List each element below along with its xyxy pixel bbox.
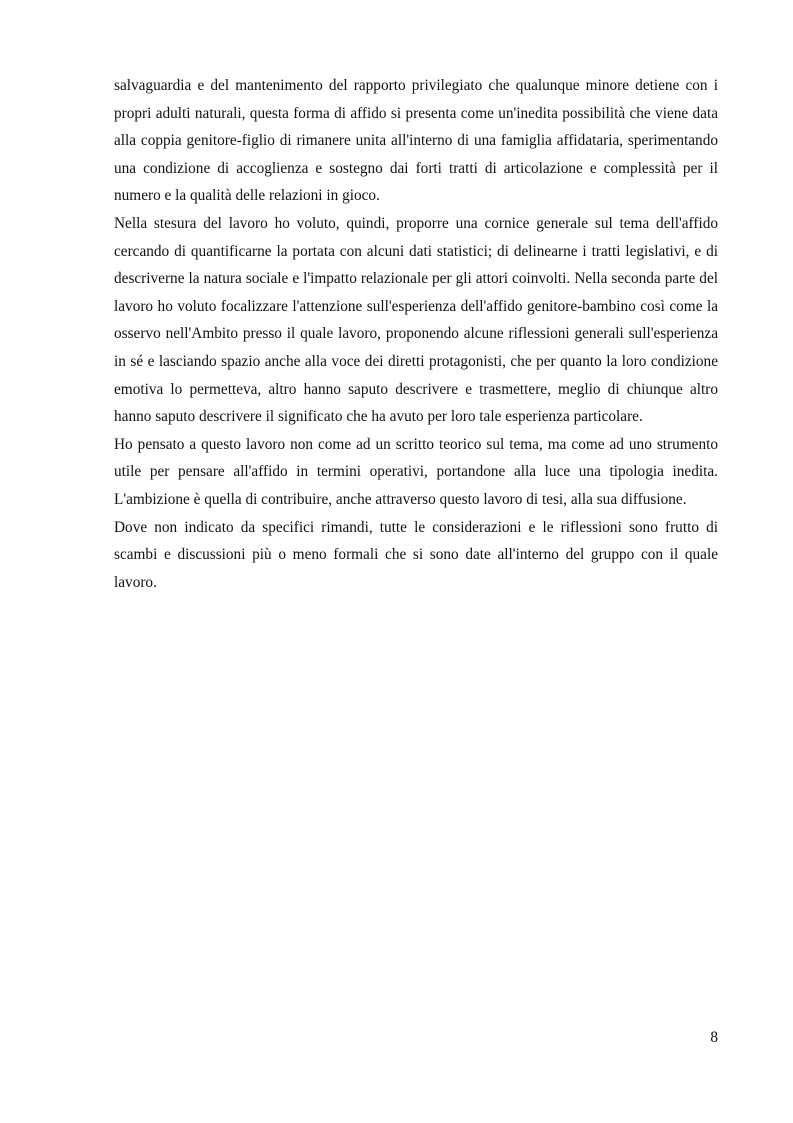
paragraph: salvaguardia e del mantenimento del rapporto privilegiato che qualunque minore detiene con i propri adulti naturali, questa forma di affido si presenta come un'inedita possibilità che viene data alla coppia genitore-figlio di rimanere unita all'interno di una famiglia affidataria, sperimentando una condizione di accoglienza e sostegno dai forti tratti di articolazione e complessità per il numero e la qualità delle relazioni in gioco. <box>114 77 718 205</box>
paragraph: Ho pensato a questo lavoro non come ad un scritto teorico sul tema, ma come ad uno strumento utile per pensare all'affido in termini operativi, portandone alla luce una tipologia inedita. L'ambizione è quella di contribuire, anche attraverso questo lavoro di tesi, alla sua diffusione. <box>114 435 718 508</box>
paragraph: Nella stesura del lavoro ho voluto, quindi, proporre una cornice generale sul tema dell'affido cercando di quantificarne la portata con alcuni dati statistici; di delinearne i tratti legislativi, e di descriverne la natura sociale e l'impatto relazionale per gli attori coinvolti. Nella seconda parte del lavoro ho voluto focalizzare l'attenzione sull'esperienza dell'affido genitore-bambino così come la osservo nell'Ambito presso il quale lavoro, proponendo alcune riflessioni generali sull'esperienza in sé e lasciando spazio anche alla voce dei diretti protagonisti, che per quanto la loro condizione emotiva lo permetteva, altro hanno saputo descrivere e trasmettere, meglio di chiunque altro hanno saputo descrivere il significato che ha avuto per loro tale esperienza particolare. <box>114 214 718 426</box>
page-number: 8 <box>710 1029 718 1046</box>
paragraph: Dove non indicato da specifici rimandi, tutte le considerazioni e le riflessioni sono frutto di scambi e discussioni più o meno formali che si sono date all'interno del gruppo con il quale lavoro. <box>114 518 718 591</box>
body-text <box>114 72 718 596</box>
